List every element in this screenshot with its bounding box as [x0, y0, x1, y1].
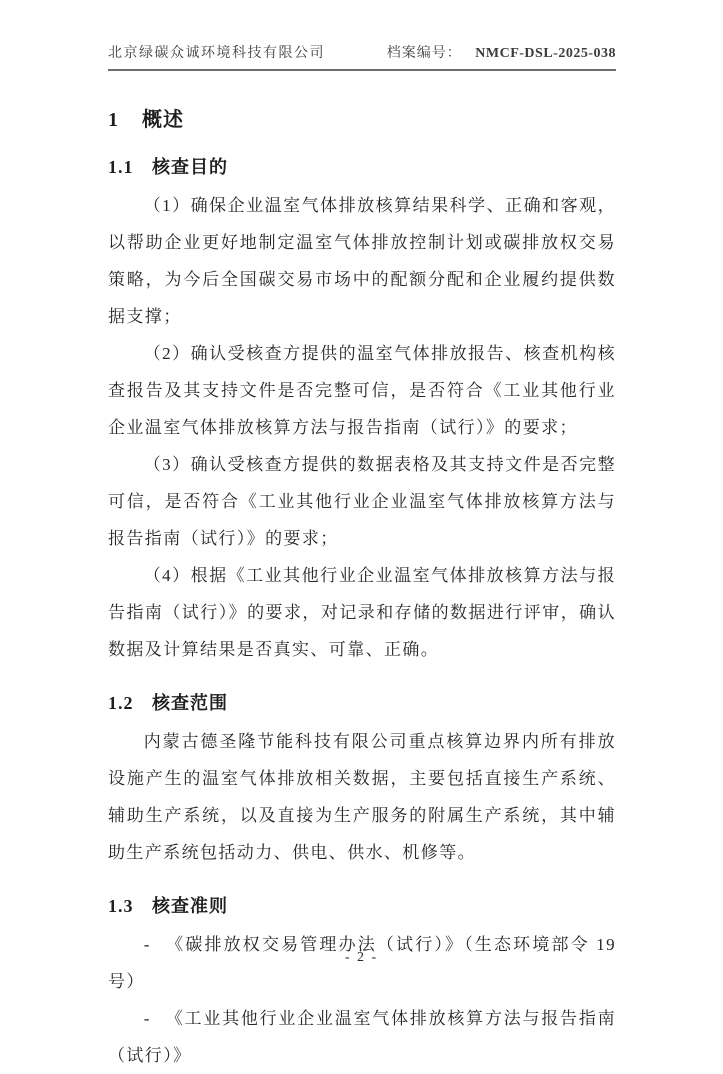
purpose-paragraph-4: （4）根据《工业其他行业企业温室气体排放核算方法与报告指南（试行）》的要求，对记录和存储的数据进行评审，确认数据及计算结果是否真实、可靠、正确。	[108, 566, 616, 659]
criteria-item-1-text: 《碳排放权交易管理办法（试行）》（生态环境部令 19 号）	[108, 935, 617, 991]
scope-paragraph: 内蒙古德圣隆节能科技有限公司重点核算边界内所有排放设施产生的温室气体排放相关数据，主要包括直接生产系统、辅助生产系统，以及直接为生产服务的附属生产系统，其中辅助生产系统包括动力、供电、供水、机修等。	[108, 732, 616, 862]
section-1-2-number: 1.2	[108, 693, 134, 713]
archive-number-block	[387, 42, 616, 62]
section-1-number: 1	[108, 109, 119, 131]
section-1-1-title: 核查目的	[152, 157, 228, 177]
page-number: - 2 -	[344, 950, 379, 965]
section-1-title: 概述	[142, 109, 184, 131]
page-header	[108, 42, 616, 71]
section-1-1-number: 1.1	[108, 157, 134, 177]
section-1-2-title: 核查范围	[152, 693, 228, 713]
section-1-3-title: 核查准则	[152, 896, 228, 916]
list-dash-marker: -	[143, 935, 151, 954]
section-1-3-number: 1.3	[108, 896, 134, 916]
archive-number: NMCF-DSL-2025-038	[475, 46, 616, 61]
archive-label: 档案编号：	[386, 46, 462, 61]
list-dash-marker: -	[143, 1009, 151, 1028]
section-1-heading	[108, 103, 616, 132]
section-1-2-heading	[108, 689, 616, 715]
page-footer	[0, 950, 723, 966]
criteria-item-2-text: 《工业其他行业企业温室气体排放核算方法与报告指南（试行）》	[108, 1009, 616, 1065]
section-1-3-heading	[108, 892, 616, 918]
criteria-item-2	[108, 1000, 616, 1074]
purpose-paragraph-2: （2）确认受核查方提供的温室气体排放报告、核查机构核查报告及其支持文件是否完整可信，是否符合《工业其他行业企业温室气体排放核算方法与报告指南（试行）》的要求；	[108, 344, 616, 437]
purpose-paragraph-1: （1）确保企业温室气体排放核算结果科学、正确和客观，以帮助企业更好地制定温室气体排放控制计划或碳排放权交易策略，为今后全国碳交易市场中的配额分配和企业履约提供数据支撑；	[108, 196, 616, 326]
section-1-1-heading	[108, 153, 616, 179]
company-name: 北京绿碳众诚环境科技有限公司	[108, 46, 325, 61]
purpose-paragraph-3: （3）确认受核查方提供的数据表格及其支持文件是否完整可信，是否符合《工业其他行业企业温室气体排放核算方法与报告指南（试行）》的要求；	[108, 455, 616, 548]
